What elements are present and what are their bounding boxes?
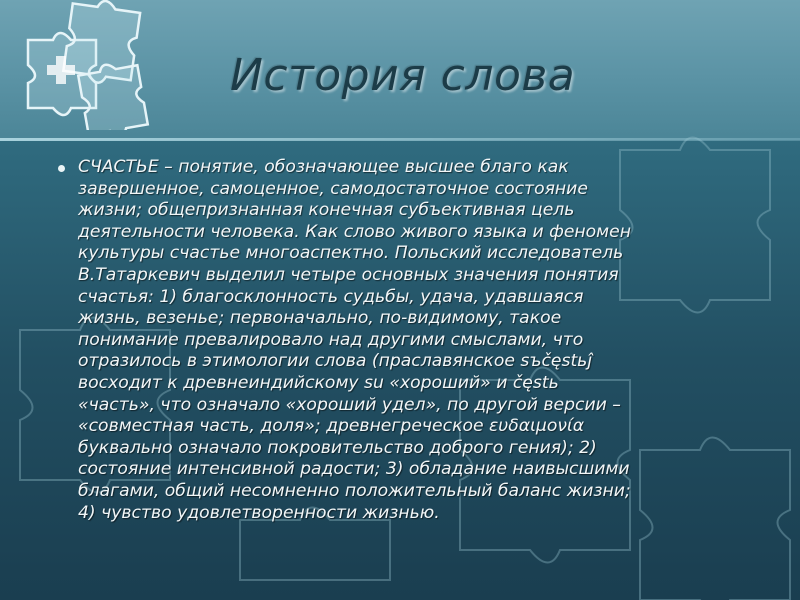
content-area	[78, 157, 738, 524]
puzzle-pieces-icon	[8, 0, 158, 130]
header-divider	[0, 138, 800, 141]
slide-title: История слова	[230, 50, 576, 101]
bullet-dot-icon	[58, 165, 65, 172]
body-paragraph: СЧАСТЬЕ – понятие, обозначающее высшее благо как завершенное, самоценное, самодостаточное состояние жизни; общепризнанная конечная субъективная цель деятельности человека. Как слово живого языка и феномен культуры счастье многоаспектно. Польский исследователь В.Татаркевич выделил четыре основных значения понятия счастья: 1) благосклонность судьбы, удача, удавшаяся жизнь, везенье; первоначально, по-видимому, такое понимание превалировало над другими смыслами, что отразилось в этимологии слова (праславянское sъčęstьĵ восходит к древнеиндийскому su «хороший» и čęstь «часть», что означало «хороший удел», по другой версии – «совместная часть, доля»; древнегреческое ευδαιμονία буквально означало покровительство доброго гения); 2) состояние интенсивной радости; 3) обладание наивысшими благами, общий несомненно положительный баланс жизни; 4) чувство удовлетворенности жизнью.	[78, 157, 631, 523]
